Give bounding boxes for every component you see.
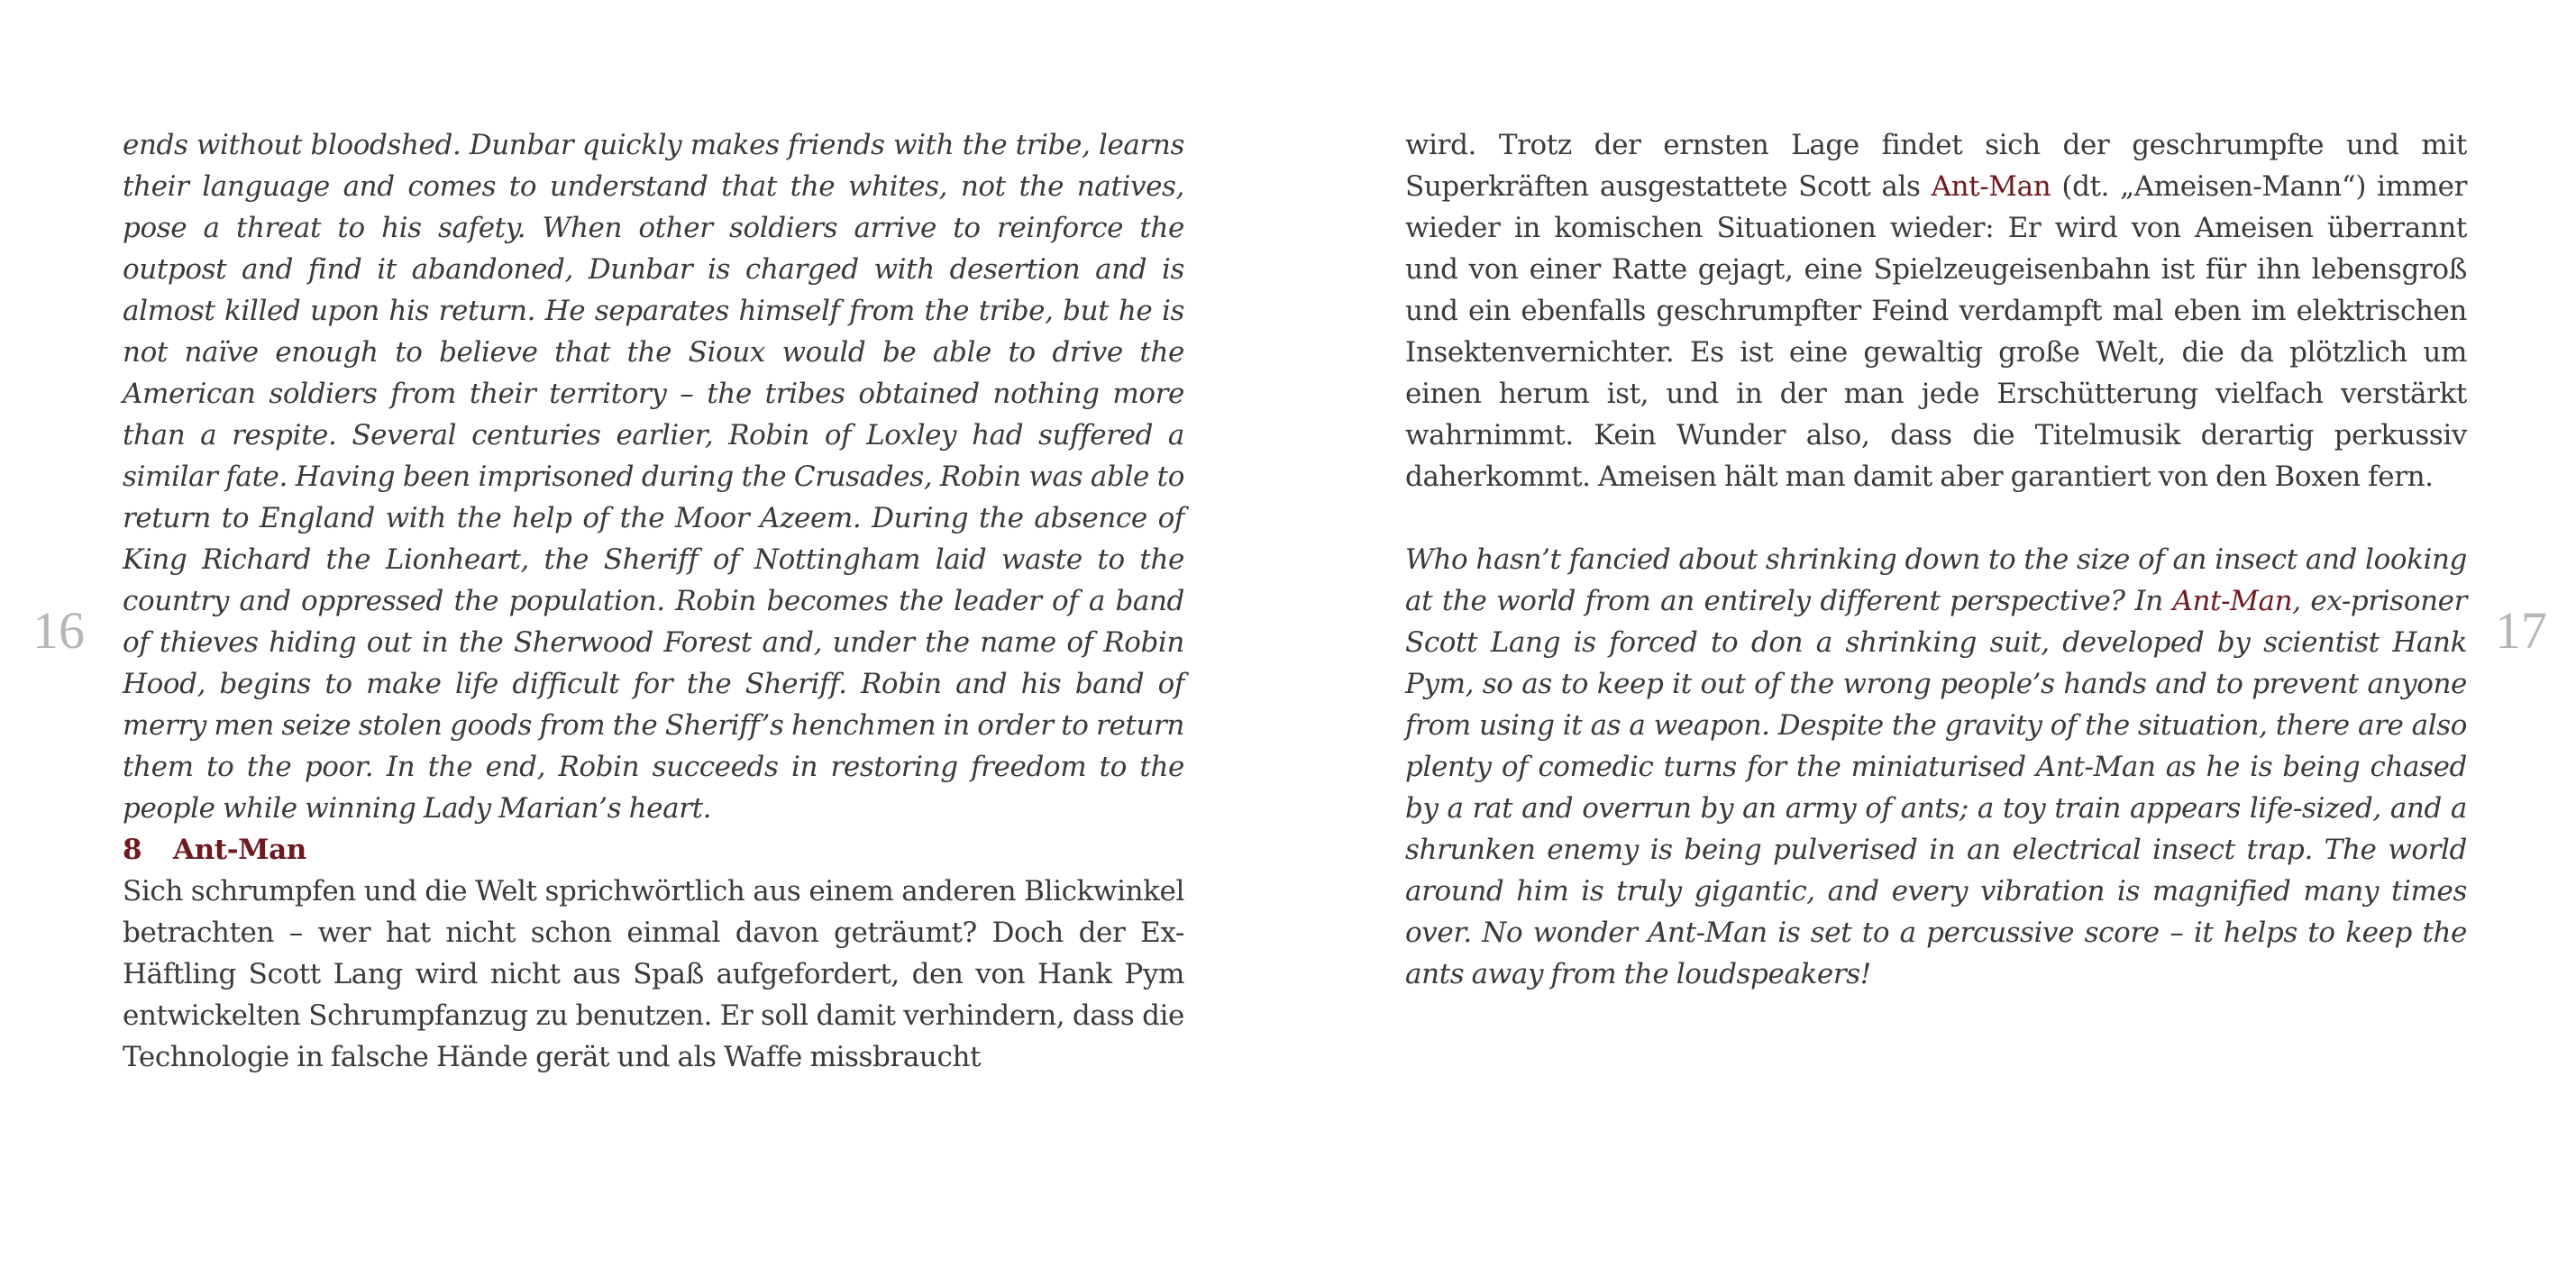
english-paragraph-dances-with-wolves: ends without bloodshed. Dunbar quickly makes friends with the tribe, learns their language and comes to understand that the whites, not the natives, pose a threat to his safety. When other soldiers arrive to reinforce the outpost and find it abandoned, Dunbar is charged with desertion and is almost killed upon his return. He separates himself from the tribe, but he is not naïve enough to believe that the Sioux would be able to drive the American soldiers from their territory – the tribes obtained nothing more than a respite. Several centuries earlier, Robin of Loxley had suffered a similar fate. Having been imprisoned during the Crusades, Robin was able to return to England with the help of the Moor Azeem. During the absence of King Richard the Lionheart, the Sheriff of Nottingham laid waste to the country and oppressed the population. Robin becomes the leader of a band of thieves hiding out in the Sherwood Forest and, under the name of Robin Hood, begins to make life difficult for the Sheriff. Robin and his band of merry men seize stolen goods from the Sheriff’s henchmen in order to return them to the poor. In the end, Robin succeeds in restoring freedom to the people while winning Lady Marian’s heart. <box>123 129 1184 825</box>
page-number-right: 17 <box>2495 601 2547 660</box>
section-number: 8 <box>123 834 142 866</box>
german-film-title: Ant-Man <box>1931 170 2051 203</box>
page-number-left: 16 <box>32 601 85 660</box>
section-heading-ant-man <box>123 829 1184 871</box>
german-text-a: wird. Trotz der ernsten Lage findet sich der geschrumpfte und mit Superkräften ausgestattete Scott als <box>1405 129 2467 203</box>
german-paragraph-ant-man-continued <box>1405 124 2467 497</box>
english-film-title: Ant-Man <box>2172 585 2293 617</box>
english-text-a: Who hasn’t fancied about shrinking down to the size of an insect and looking at the world from an entirely different perspective? In <box>1405 543 2467 617</box>
german-paragraph-ant-man-start: Sich schrumpfen und die Welt sprichwörtlich aus einem anderen Blickwinkel betrachten – wer hat nicht schon einmal davon geträumt? Doch der Ex-Häftling Scott Lang wird nicht aus Spaß aufgefordert, den von Hank Pym entwickelten Schrumpfanzug zu benutzen. Er soll damit verhindern, dass die Technologie in falsche Hände gerät und als Waffe missbraucht <box>123 875 1184 1073</box>
english-paragraph-ant-man <box>1405 539 2467 995</box>
german-text-b: (dt. „Ameisen-Mann“) immer wieder in komischen Situationen wieder: Er wird von Ameisen überrannt und von einer Ratte gejagt, eine Spielzeugeisenbahn ist für ihn lebensgroß und ein ebenfalls geschrumpfter Feind verdampft mal eben im elektrischen Insektenvernichter. Es ist eine gewaltig große Welt, die da plötzlich um einen herum ist, und in der man jede Erschütterung vielfach verstärkt wahrnimmt. Kein Wunder also, dass die Titelmusik derartig perkussiv daherkommt. Ameisen hält man damit aber garantiert von den Boxen fern. <box>1405 170 2467 493</box>
left-column <box>123 124 1184 1078</box>
english-text-b: , ex-prisoner Scott Lang is forced to don a shrinking suit, developed by scientist Hank Pym, so as to keep it out of the wrong people’s hands and to prevent anyone from using it as a weapon. Despite the gravity of the situation, there are also plenty of comedic turns for the miniaturised Ant-Man as he is being chased by a rat and overrun by an army of ants; a toy train appears life-sized, and a shrunken enemy is being pulverised in an electrical insect trap. The world around him is truly gigantic, and every vibration is magnified many times over. No wonder Ant-Man is set to a percussive score – it helps to keep the ants away from the loudspeakers! <box>1405 585 2468 990</box>
right-column <box>1405 124 2467 995</box>
section-title: Ant-Man <box>173 834 306 866</box>
